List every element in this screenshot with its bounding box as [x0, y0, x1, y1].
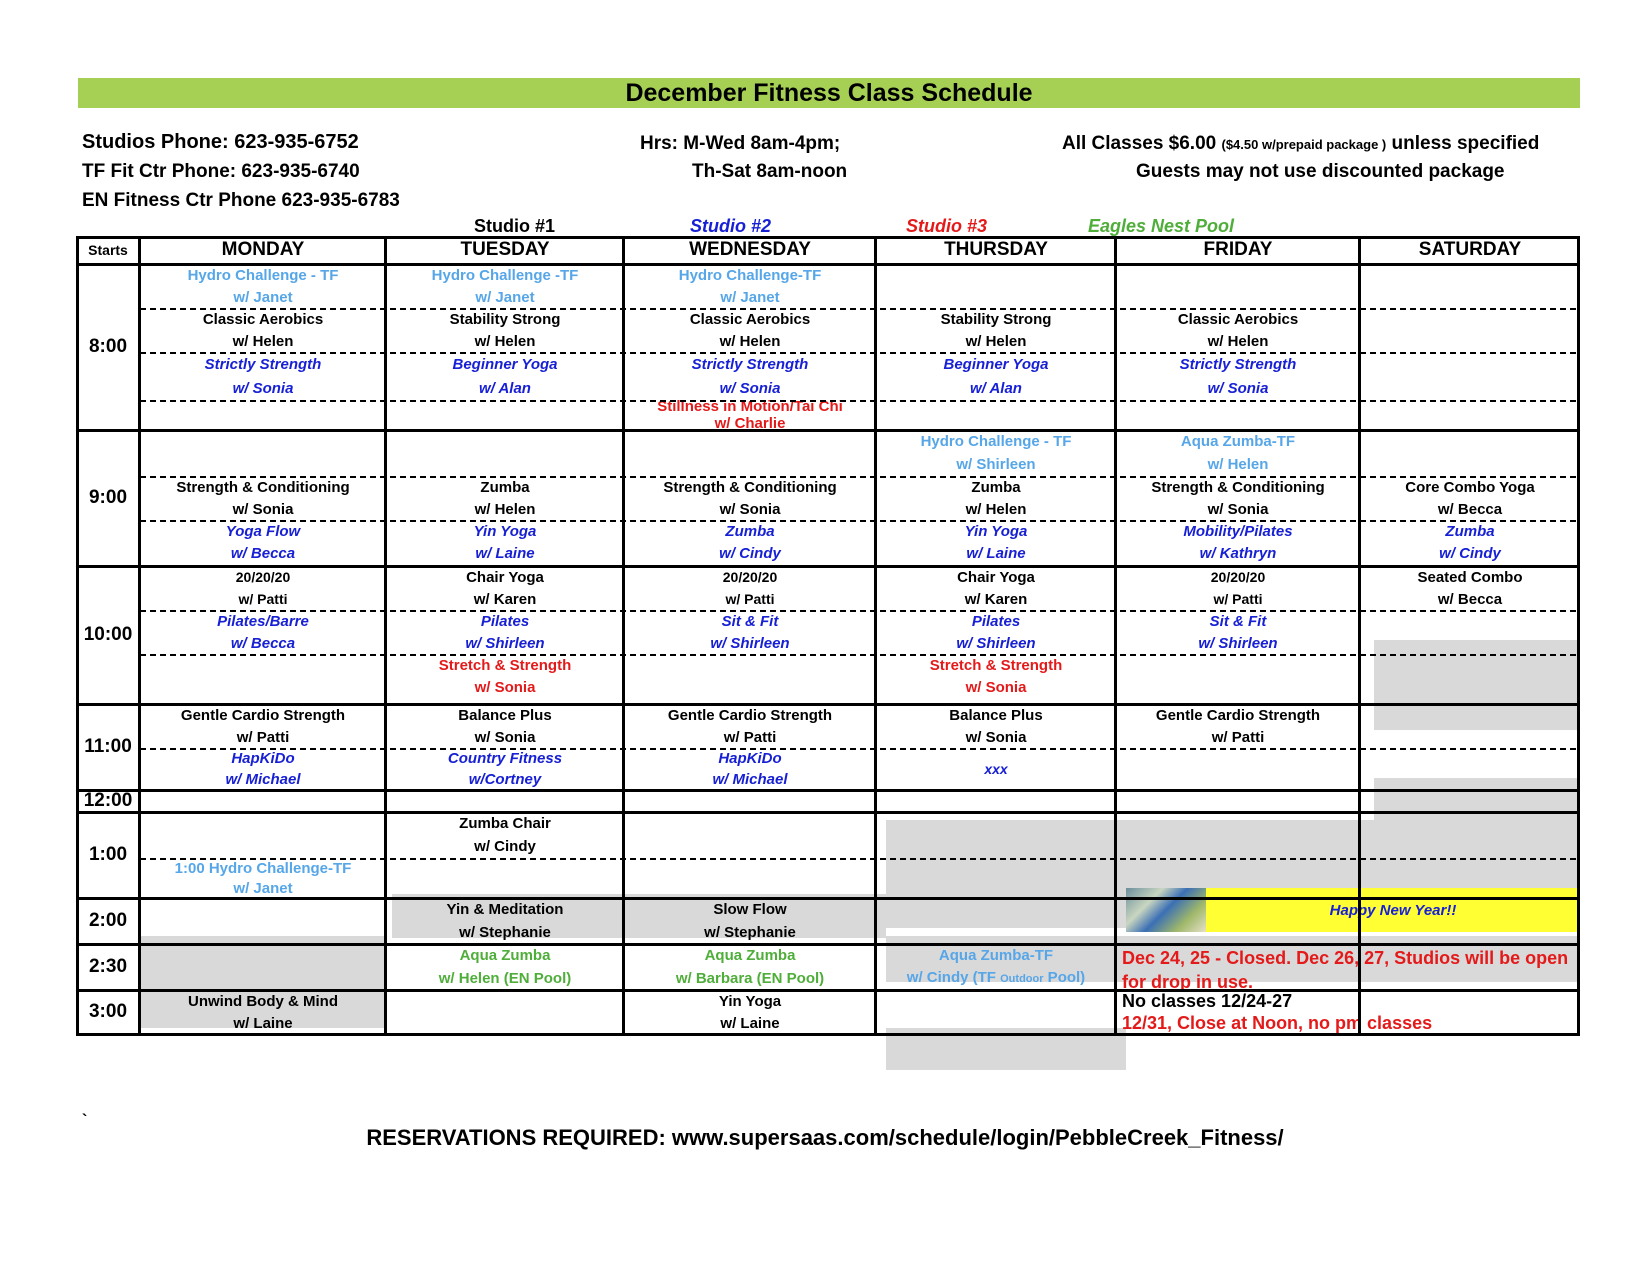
instructor: w/Cortney	[468, 771, 542, 788]
class-cell[interactable]	[386, 898, 624, 944]
instructor: w/ Helen	[965, 500, 1027, 518]
class-name: Hydro Challenge -TF	[431, 266, 579, 284]
instructor: w/ Shirleen	[956, 456, 1036, 473]
instructor: w/ Patti	[238, 590, 288, 607]
instructor: w/ Laine	[475, 544, 535, 562]
class-name: Slow Flow	[713, 901, 787, 918]
class-cell[interactable]	[876, 308, 1116, 352]
hours-line-1: Hrs: M-Wed 8am-4pm;	[640, 133, 841, 154]
class-cell[interactable]	[1116, 430, 1360, 476]
instructor: w/ Kathryn	[1199, 544, 1277, 562]
class-cell[interactable]	[1116, 704, 1360, 748]
time-11: 11:00	[84, 736, 132, 757]
class-name: Gentle Cardio Strength	[180, 706, 346, 724]
instructor: w/ Stephanie	[459, 924, 551, 941]
instructor: w/ Janet	[233, 879, 293, 897]
studio-1-label: Studio #1	[474, 216, 556, 236]
class-name: Strength & Conditioning	[663, 478, 837, 496]
instructor: w/ Patti	[1213, 590, 1263, 607]
happy-new-year-text: Happy New Year!!	[1329, 901, 1457, 919]
class-name: Hydro Challenge - TF	[187, 266, 339, 284]
class-name: Zumba	[1445, 522, 1495, 540]
class-cell[interactable]	[386, 704, 624, 748]
class-name: 20/20/20	[235, 568, 291, 585]
class-cell[interactable]	[386, 476, 624, 520]
instructor: w/ Shirleen	[710, 634, 790, 652]
class-cell[interactable]	[624, 704, 876, 748]
class-cell[interactable]	[1116, 308, 1360, 352]
instructor: w/ Barbara (EN Pool)	[675, 970, 825, 987]
instructor: w/ Karen	[964, 590, 1028, 608]
class-name: Stretch & Strength	[438, 656, 572, 674]
class-name: Chair Yoga	[466, 568, 544, 586]
class-cell[interactable]	[386, 566, 624, 610]
class-cell[interactable]	[140, 352, 386, 400]
dashed-divider	[140, 352, 1576, 354]
class-cell[interactable]	[386, 654, 624, 698]
class-cell[interactable]	[876, 654, 1116, 698]
class-name: Gentle Cardio Strength	[667, 706, 833, 724]
instructor: w/ Sonia	[719, 500, 781, 518]
class-cell[interactable]	[624, 352, 876, 400]
instructor: w/ Shirleen	[1198, 634, 1278, 652]
instructor: w/ Becca	[1437, 590, 1503, 608]
row-border	[76, 429, 1580, 432]
en-phone: EN Fitness Ctr Phone 623-935-6783	[82, 190, 400, 211]
instructor: w/ Shirleen	[465, 634, 545, 652]
class-name: Classic Aerobics	[689, 310, 811, 328]
instructor: w/ Becca	[230, 544, 296, 562]
instructor: w/ Helen	[1207, 332, 1269, 350]
row-border	[76, 703, 1580, 706]
class-name: Country Fitness	[447, 750, 563, 767]
class-name: Strength & Conditioning	[1151, 478, 1325, 496]
class-cell[interactable]	[140, 610, 386, 654]
class-cell[interactable]	[140, 308, 386, 352]
time-9: 9:00	[88, 487, 128, 508]
class-name: Zumba Chair	[459, 815, 551, 832]
instructor: w/ Karen	[473, 590, 537, 608]
class-cell[interactable]	[876, 748, 1116, 790]
instructor: w/ Stephanie	[704, 924, 796, 941]
class-cell[interactable]	[140, 748, 386, 790]
column-border	[1358, 236, 1361, 1036]
class-name: Stretch & Strength	[929, 656, 1063, 674]
dashed-divider	[140, 610, 1576, 612]
dashed-divider	[140, 858, 1576, 860]
class-name: Yoga Flow	[225, 522, 301, 540]
guests-note: Guests may not use discounted package	[1136, 161, 1505, 182]
class-cell[interactable]	[876, 566, 1116, 610]
dashed-divider	[140, 400, 1576, 402]
class-cell[interactable]	[386, 944, 624, 990]
column-border	[138, 236, 141, 1036]
instructor: w/ Helen	[719, 332, 781, 350]
class-cell[interactable]	[624, 476, 876, 520]
class-name: Strictly Strength	[204, 355, 322, 373]
class-cell[interactable]	[140, 704, 386, 748]
studio-2-label: Studio #2	[690, 216, 772, 236]
col-wednesday: WEDNESDAY	[689, 239, 811, 260]
class-cell[interactable]	[876, 352, 1116, 400]
class-name: Zumba	[725, 522, 775, 540]
col-friday: FRIDAY	[1203, 239, 1273, 260]
row-border	[76, 565, 1580, 568]
class-cell[interactable]	[1360, 476, 1580, 520]
class-name: Yin Yoga	[964, 522, 1028, 540]
row-border	[76, 897, 1580, 900]
class-cell[interactable]	[624, 400, 876, 430]
class-cell[interactable]	[1116, 476, 1360, 520]
hours-line-2: Th-Sat 8am-noon	[692, 161, 848, 182]
class-name: Aqua Zumba	[459, 947, 551, 964]
instructor: w/ Sonia	[474, 728, 536, 746]
class-name: Yin Yoga	[718, 992, 782, 1010]
dashed-divider	[140, 308, 1576, 310]
ornament-image	[1126, 888, 1206, 932]
instructor: w/ Helen	[965, 332, 1027, 350]
class-cell[interactable]	[624, 610, 876, 654]
class-name: Sit & Fit	[1209, 612, 1267, 630]
dashed-divider	[140, 476, 1576, 478]
class-name: Zumba	[971, 478, 1021, 496]
class-cell[interactable]	[1116, 610, 1360, 654]
instructor: w/ Shirleen	[956, 634, 1036, 652]
instructor: w/ Janet	[720, 288, 780, 306]
time-10: 10:00	[83, 624, 133, 645]
class-name: Pilates	[971, 612, 1021, 630]
instructor: w/ Patti	[723, 728, 777, 746]
class-name: Hydro Challenge-TF	[678, 266, 822, 284]
price-small: ($4.50 w/prepaid package )	[1221, 137, 1387, 152]
class-name: Core Combo Yoga	[1405, 478, 1535, 496]
class-name: Classic Aerobics	[202, 310, 324, 328]
instructor: w/ Cindy	[1439, 544, 1501, 562]
class-cell[interactable]	[140, 858, 386, 898]
class-cell[interactable]	[1116, 566, 1360, 610]
instructor: w/ Michael	[225, 771, 301, 788]
instructor: w/ Sonia	[232, 379, 294, 397]
class-cell[interactable]	[140, 476, 386, 520]
gray-block	[886, 820, 1580, 842]
instructor: w/ Becca	[1437, 500, 1503, 518]
class-cell[interactable]	[1116, 352, 1360, 400]
instructor: w/ Sonia	[474, 678, 536, 696]
tf-phone: TF Fit Ctr Phone: 623-935-6740	[82, 161, 360, 182]
instructor: w/ Cindy	[719, 544, 781, 562]
class-name: Aqua Zumba-TF	[1180, 433, 1296, 450]
class-cell[interactable]	[876, 704, 1116, 748]
class-cell[interactable]	[1116, 520, 1360, 564]
happy-new-year-banner	[1126, 888, 1580, 932]
instructor: w/ Patti	[725, 590, 775, 607]
row-border	[76, 1033, 1580, 1036]
studios-phone: Studios Phone: 623-935-6752	[82, 131, 359, 153]
instructor: w/ Alan	[479, 379, 531, 397]
instructor: w/ Sonia	[1207, 500, 1269, 518]
instructor: w/ Helen	[1207, 456, 1269, 473]
instructor: w/ Michael	[712, 771, 788, 788]
class-cell[interactable]	[624, 944, 876, 990]
col-starts: Starts	[88, 242, 128, 258]
class-name: Hydro Challenge - TF	[920, 433, 1072, 450]
instructor	[907, 969, 1085, 988]
class-name: Stability Strong	[449, 310, 561, 328]
class-cell[interactable]	[624, 898, 876, 944]
time-2: 2:00	[88, 910, 128, 931]
class-cell[interactable]	[386, 352, 624, 400]
instructor: w/ Laine	[233, 1014, 293, 1032]
instructor: w/ Helen (EN Pool)	[438, 970, 572, 987]
row-border	[76, 789, 1580, 792]
class-cell[interactable]	[624, 520, 876, 564]
col-monday: MONDAY	[221, 239, 305, 260]
class-name: xxx	[984, 760, 1008, 777]
class-name: Strictly Strength	[691, 355, 809, 373]
class-cell[interactable]	[876, 610, 1116, 654]
class-name: 20/20/20	[1210, 568, 1266, 585]
new-years-eve-note: 12/31, Close at Noon, no pm classes	[1122, 1013, 1433, 1033]
instructor: w/ Patti	[236, 728, 290, 746]
instructor: w/ Laine	[720, 1014, 780, 1032]
class-cell[interactable]	[140, 990, 386, 1034]
time-12: 12:00	[83, 790, 133, 811]
instructor: w/ Janet	[475, 288, 535, 306]
instructor: w/ Alan	[970, 379, 1022, 397]
instructor: w/ Sonia	[965, 678, 1027, 696]
class-name: Strength & Conditioning	[176, 478, 350, 496]
pool-label: Eagles Nest Pool	[1088, 216, 1235, 236]
row-border	[76, 263, 1580, 266]
class-name: 20/20/20	[722, 568, 778, 585]
studio-3-label: Studio #3	[906, 216, 988, 236]
class-name: Seated Combo	[1417, 568, 1523, 586]
class-name: Zumba	[480, 478, 530, 496]
price-tail: unless specified	[1391, 133, 1540, 154]
class-name: Classic Aerobics	[1177, 310, 1299, 328]
class-name: Chair Yoga	[957, 568, 1035, 586]
dashed-divider	[140, 748, 1576, 750]
time-1: 1:00	[88, 844, 128, 865]
column-border	[874, 236, 877, 1036]
class-name: Balance Plus	[949, 706, 1043, 724]
instructor-part: w/ Cindy (TF	[906, 968, 1001, 986]
column-border	[384, 236, 387, 1036]
class-cell[interactable]	[876, 430, 1116, 476]
instructor: w/ Janet	[233, 288, 293, 306]
class-cell[interactable]	[386, 264, 624, 308]
class-cell[interactable]	[140, 264, 386, 308]
instructor: w/ Helen	[474, 500, 536, 518]
class-name: 1:00 Hydro Challenge-TF	[174, 859, 352, 877]
class-cell[interactable]	[624, 748, 876, 790]
col-thursday: THURSDAY	[944, 239, 1048, 260]
class-name: Stability Strong	[940, 310, 1052, 328]
col-saturday: SATURDAY	[1418, 239, 1522, 260]
class-cell[interactable]	[140, 566, 386, 610]
page-title: December Fitness Class Schedule	[78, 78, 1580, 108]
instructor: w/ Sonia	[232, 500, 294, 518]
class-cell[interactable]	[386, 610, 624, 654]
stray-mark: `	[82, 1112, 88, 1129]
instructor: w/ Becca	[230, 634, 296, 652]
dashed-divider	[140, 520, 1576, 522]
time-230: 2:30	[88, 956, 128, 977]
class-name: Yin & Meditation	[446, 901, 564, 918]
class-cell[interactable]	[876, 520, 1116, 564]
class-cell[interactable]	[1360, 520, 1580, 564]
instructor: w/ Helen	[232, 332, 294, 350]
class-name: Sit & Fit	[721, 612, 779, 630]
column-border	[622, 236, 625, 1036]
outdoor-label: Outdoor	[1000, 972, 1044, 985]
dashed-divider	[140, 654, 1576, 656]
row-border	[76, 811, 1580, 814]
reservations-note: RESERVATIONS REQUIRED: www.supersaas.com/schedule/login/PebbleCreek_Fitness/	[366, 1125, 1284, 1150]
row-border	[76, 236, 1580, 239]
class-name: Unwind Body & Mind	[188, 992, 338, 1010]
class-name: Aqua Zumba-TF	[938, 946, 1054, 964]
class-name: Yin Yoga	[473, 522, 537, 540]
class-name: Pilates/Barre	[217, 612, 309, 630]
class-cell[interactable]	[624, 264, 876, 308]
class-cell[interactable]	[386, 308, 624, 352]
class-name: Mobility/Pilates	[1183, 522, 1293, 540]
instructor: w/ Patti	[1211, 728, 1265, 746]
column-border	[76, 236, 79, 1036]
class-cell[interactable]	[386, 748, 624, 790]
closure-note	[1122, 946, 1576, 990]
instructor: w/ Charlie	[714, 415, 786, 430]
class-name: HapKiDo	[718, 750, 782, 767]
instructor: w/ Helen	[474, 332, 536, 350]
class-name: Beginner Yoga	[452, 355, 558, 373]
class-name: Stillness in Motion/Tai Chi	[657, 400, 843, 415]
price-main: All Classes $6.00	[1062, 133, 1217, 154]
column-border	[1577, 236, 1580, 1036]
class-name: Pilates	[480, 612, 530, 630]
column-border	[1114, 236, 1117, 1036]
schedule-grid	[76, 236, 1580, 1072]
class-name: Beginner Yoga	[943, 355, 1049, 373]
class-cell[interactable]	[624, 990, 876, 1034]
time-8: 8:00	[88, 336, 128, 357]
class-name: Strictly Strength	[1179, 355, 1297, 373]
class-name: Gentle Cardio Strength	[1155, 706, 1321, 724]
closure-text: Dec 24, 25 - Closed. Dec 26, 27, Studios will be open for drop in use.	[1122, 948, 1569, 992]
class-name: Aqua Zumba	[704, 947, 796, 964]
instructor-part: Pool)	[1043, 968, 1086, 986]
instructor: w/ Sonia	[1207, 379, 1269, 397]
instructor: w/ Sonia	[965, 728, 1027, 746]
class-cell[interactable]	[876, 944, 1116, 990]
class-cell[interactable]	[624, 566, 876, 610]
time-3: 3:00	[88, 1001, 128, 1022]
col-tuesday: TUESDAY	[460, 239, 550, 260]
class-cell[interactable]	[140, 520, 386, 564]
class-name: HapKiDo	[231, 750, 295, 767]
class-cell[interactable]	[624, 308, 876, 352]
instructor: w/ Laine	[966, 544, 1026, 562]
class-cell[interactable]	[386, 812, 624, 858]
instructor: w/ Cindy	[474, 838, 536, 855]
row-border	[76, 989, 1580, 992]
price-line	[1062, 133, 1539, 155]
class-name: Balance Plus	[458, 706, 552, 724]
class-cell[interactable]	[876, 476, 1116, 520]
class-cell[interactable]	[1360, 566, 1580, 610]
class-cell[interactable]	[386, 520, 624, 564]
row-border	[76, 943, 1580, 946]
no-classes-note: No classes 12/24-27	[1122, 991, 1293, 1011]
instructor: w/ Sonia	[719, 379, 781, 397]
